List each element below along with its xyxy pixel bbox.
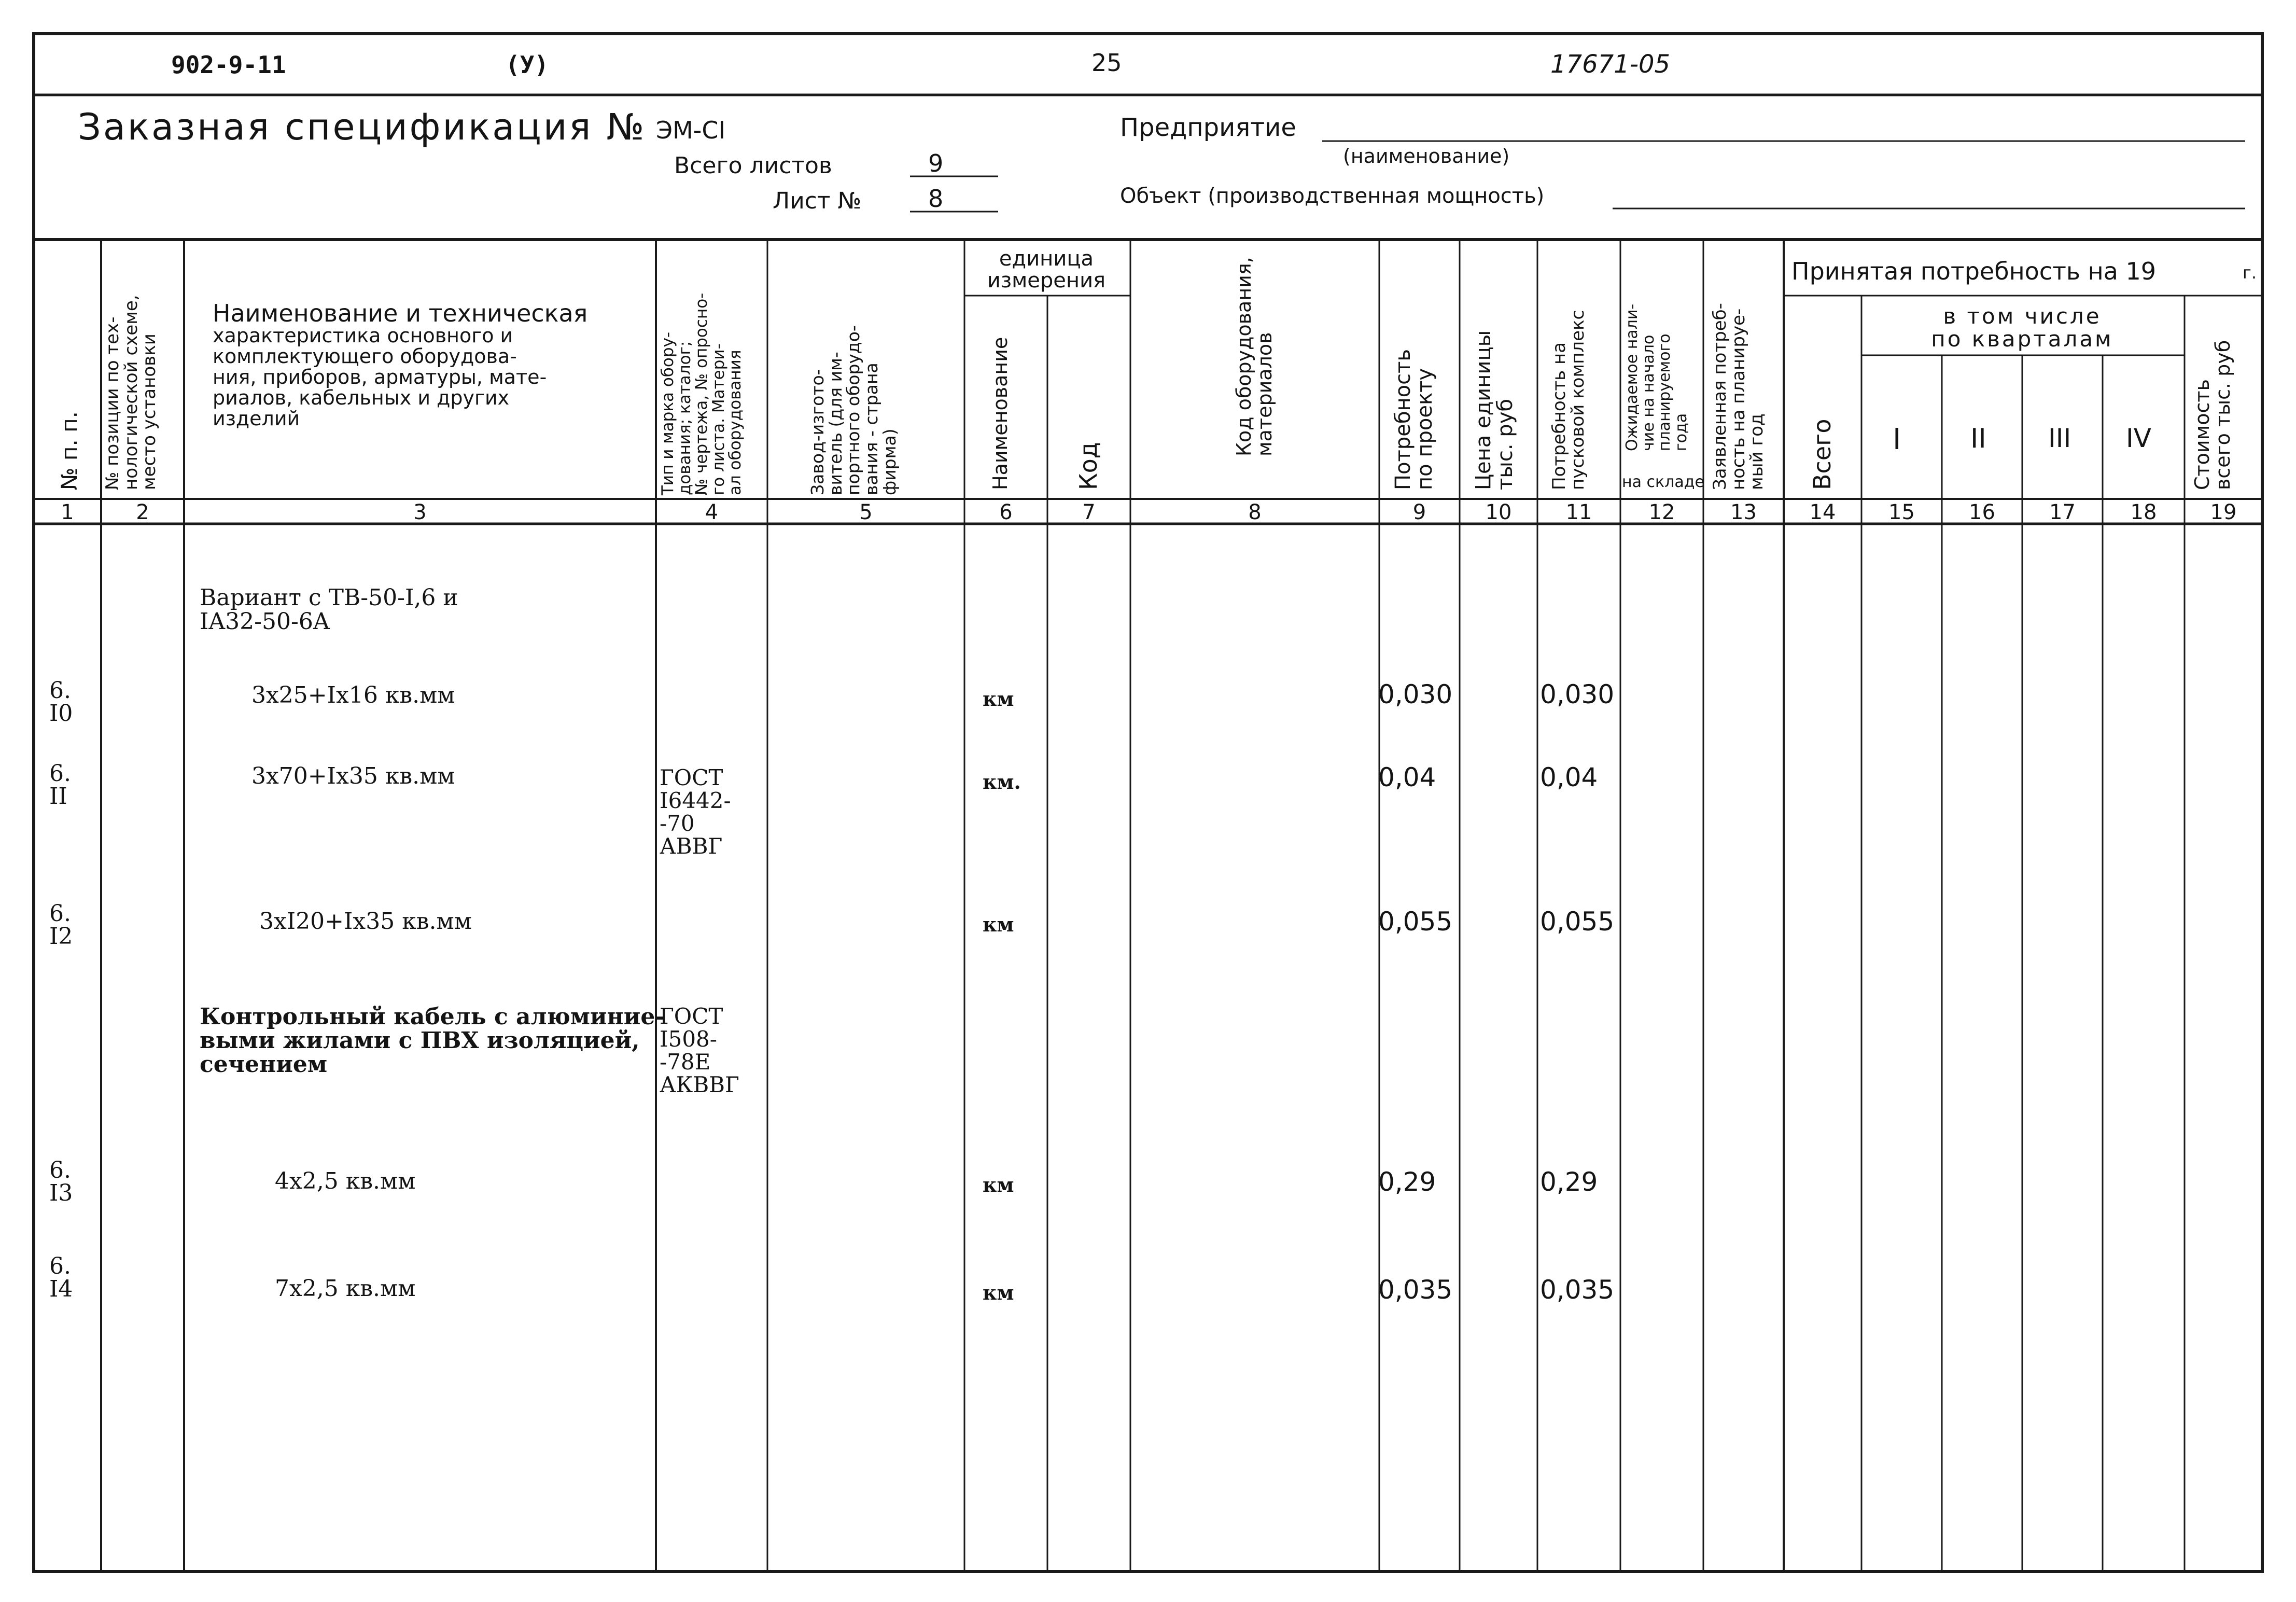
project-code: 902-9-11 — [171, 51, 286, 79]
col-header-5-line: витель (для им- — [825, 352, 846, 495]
col-header-13-line: Заявленная потреб- — [1710, 303, 1730, 490]
row-1-position — [49, 679, 73, 725]
col-header-10-line: тыс. руб — [1493, 398, 1517, 490]
col-header-3-line: изделий — [213, 407, 300, 430]
row-1-start: 0,030 — [1540, 679, 1615, 709]
col-header-5-line: портного оборудо- — [843, 325, 864, 495]
row-1-name: 3x25+Ix16 кв.мм — [251, 682, 455, 708]
object-label: Объект (производственная мощность) — [1120, 184, 1545, 208]
row-5-name: 4x2,5 кв.мм — [275, 1168, 416, 1194]
name-line: сечением — [200, 1051, 328, 1078]
col-header-2-line: место установки — [139, 333, 160, 490]
quarters-header-line: в том числе — [1943, 303, 2102, 329]
row-2-unit: км. — [983, 770, 1021, 793]
column-number: 1 — [61, 500, 74, 524]
spec-number: ЭМ-СI — [656, 116, 726, 144]
unit-group-line: единица — [999, 247, 1094, 271]
column-number: 19 — [2210, 500, 2237, 524]
accepted-need-header: Принятая потребность на 19 — [1791, 257, 2157, 285]
page-number: 25 — [1091, 49, 1122, 77]
col-header-3 — [213, 301, 587, 429]
column-number: 4 — [705, 500, 719, 524]
col-header-12-line: года — [1672, 413, 1690, 451]
col-header-9-line: Потребность — [1391, 349, 1415, 490]
name-line: выми жилами с ПВХ изоляцией, — [200, 1027, 640, 1054]
col-header-2 — [104, 295, 159, 490]
col-header-2-line: № позиции по тех- — [102, 316, 123, 490]
type-line: АВВГ — [660, 833, 723, 859]
col-header-10 — [1473, 330, 1516, 490]
unit-group-header — [969, 248, 1124, 291]
row-3-start: 0,055 — [1540, 907, 1615, 937]
col-header-3-line: комплектующего оборудова- — [213, 345, 517, 368]
column-number: 6 — [999, 500, 1013, 524]
unit-group-line: измерения — [987, 269, 1106, 292]
row-5-unit: км — [983, 1173, 1014, 1196]
accepted-year-suffix: г. — [2243, 263, 2257, 283]
col-header-13-line: мый год — [1746, 413, 1768, 490]
col-header-4-line: дования; каталог; — [675, 341, 694, 495]
col-header-5 — [809, 325, 899, 495]
name-line: IA32-50-6A — [200, 608, 330, 635]
row-3-unit: км — [983, 913, 1014, 936]
col-header-4-line: Тип и марка обору- — [659, 331, 677, 495]
col-header-10-line: Цена единицы — [1472, 330, 1495, 490]
col-header-12 — [1624, 304, 1689, 451]
enterprise-label: Предприятие — [1120, 113, 1296, 142]
sheets-total-label: Всего листов — [674, 152, 832, 179]
row-6-start: 0,035 — [1540, 1275, 1615, 1305]
column-number: 12 — [1648, 500, 1675, 524]
col-header-12-bottom: на складе — [1622, 473, 1704, 491]
col-header-19-line: всего тыс. руб — [2211, 340, 2234, 490]
row-5-position — [49, 1159, 73, 1205]
col-header-2-line: нологической схеме, — [120, 295, 142, 490]
column-number: 7 — [1082, 500, 1096, 524]
column-number: 18 — [2130, 500, 2157, 524]
col-header-5-line: фирма) — [879, 428, 900, 495]
row-6-position — [49, 1255, 73, 1301]
col-header-12-line: планируемого — [1656, 333, 1674, 451]
column-number: 9 — [1412, 500, 1426, 524]
col-header-3-line: Наименование и техническая — [213, 299, 588, 327]
naming-note: (наименование) — [1343, 145, 1510, 168]
row-5-start: 0,29 — [1540, 1167, 1598, 1197]
column-number: 10 — [1485, 500, 1512, 524]
quarters-header-line: по кварталам — [1931, 326, 2113, 352]
row-0-name — [200, 586, 458, 634]
name-line: Вариант с ТВ-50-I,6 и — [200, 584, 458, 611]
col-header-19 — [2192, 340, 2234, 490]
col-header-13 — [1711, 303, 1767, 490]
col-header-6: Наименование — [989, 337, 1012, 490]
column-number: 11 — [1565, 500, 1592, 524]
row-3-position — [49, 902, 73, 948]
column-number: 8 — [1248, 500, 1262, 524]
col-header-5-line: Завод-изгото- — [807, 369, 828, 495]
type-line: -70 — [660, 811, 695, 837]
quarter-2: II — [1970, 423, 1986, 454]
row-4-type — [660, 1005, 739, 1096]
type-line: I508- — [660, 1026, 717, 1052]
variant-mark: (У) — [506, 51, 549, 79]
col-header-12-line: Ожидаемое нали- — [1623, 303, 1641, 451]
col-header-7: Код — [1074, 442, 1102, 490]
col-header-19-line: Стоимость — [2191, 379, 2214, 490]
col-header-11-line: Потребность на — [1549, 342, 1570, 490]
row-5-need: 0,29 — [1378, 1167, 1436, 1197]
sheet-label: Лист № — [773, 188, 862, 214]
col-header-14: Всего — [1808, 419, 1836, 490]
position-value: 6. II — [49, 760, 71, 810]
column-number: 5 — [859, 500, 873, 524]
position-value: 6. I4 — [49, 1253, 73, 1302]
quarter-3: III — [2048, 423, 2071, 453]
col-header-11 — [1550, 310, 1587, 490]
position-value: 6. I3 — [49, 1157, 73, 1206]
col-header-4-line: го листа. Матери- — [709, 343, 728, 495]
row-2-name: 3x70+Ix35 кв.мм — [251, 763, 455, 789]
col-header-8-line: материалов — [1253, 332, 1276, 456]
col-header-8 — [1234, 257, 1276, 456]
position-value: 6. I0 — [49, 677, 73, 727]
quarter-4: IV — [2126, 423, 2151, 453]
sheet-value: 8 — [928, 185, 944, 213]
col-header-4-line: № чертежа, № опросно- — [692, 292, 711, 495]
column-number: 16 — [1969, 500, 1995, 524]
col-header-12-line: чие на начало — [1639, 335, 1658, 451]
document-number: 17671-05 — [1550, 50, 1671, 79]
row-2-type — [660, 767, 731, 858]
col-header-13-line: ность на планируе- — [1728, 308, 1749, 490]
spec-title: Заказная спецификация № — [78, 106, 647, 148]
row-1-need: 0,030 — [1378, 679, 1453, 709]
column-number: 2 — [136, 500, 149, 524]
col-header-3-line: риалов, кабельных и других — [213, 386, 510, 409]
row-4-name — [200, 1005, 665, 1077]
type-line: ГОСТ — [660, 1004, 723, 1029]
col-header-9-line: по проекту — [1413, 368, 1437, 490]
type-line: I6442- — [660, 788, 731, 814]
row-6-unit: км — [983, 1281, 1014, 1304]
column-number: 3 — [413, 500, 427, 524]
col-header-9 — [1392, 349, 1436, 490]
col-header-11-line: пусковой комплекс — [1567, 310, 1588, 490]
name-line: Контрольный кабель с алюминие- — [200, 1004, 665, 1030]
col-header-8-line: Код оборудования, — [1233, 257, 1255, 456]
column-number: 17 — [2049, 500, 2076, 524]
col-header-3-line: ния, приборов, арматуры, мате- — [213, 366, 547, 389]
quarters-header — [1867, 305, 2178, 351]
col-header-5-line: вания - страна — [861, 363, 881, 495]
quarter-1: I — [1893, 423, 1901, 456]
sheets-total-value: 9 — [928, 149, 944, 177]
type-line: АКВВГ — [660, 1072, 739, 1098]
type-line: ГОСТ — [660, 765, 723, 790]
row-2-need: 0,04 — [1378, 762, 1436, 792]
row-3-name: 3xI20+Ix35 кв.мм — [259, 908, 472, 935]
col-header-4 — [660, 293, 744, 495]
col-header-4-line: ал оборудования — [726, 350, 745, 495]
row-6-name: 7x2,5 кв.мм — [275, 1275, 416, 1302]
column-number: 14 — [1809, 500, 1836, 524]
row-6-need: 0,035 — [1378, 1275, 1453, 1305]
row-2-position — [49, 762, 71, 808]
col-header-1: № п. п. — [57, 411, 82, 490]
row-1-unit: км — [983, 687, 1014, 711]
position-value: 6. I2 — [49, 900, 73, 950]
column-number: 15 — [1888, 500, 1915, 524]
column-number: 13 — [1730, 500, 1757, 524]
row-2-start: 0,04 — [1540, 762, 1598, 792]
col-header-3-line: характеристика основного и — [213, 324, 513, 347]
type-line: -78Е — [660, 1049, 711, 1075]
row-3-need: 0,055 — [1378, 907, 1453, 937]
